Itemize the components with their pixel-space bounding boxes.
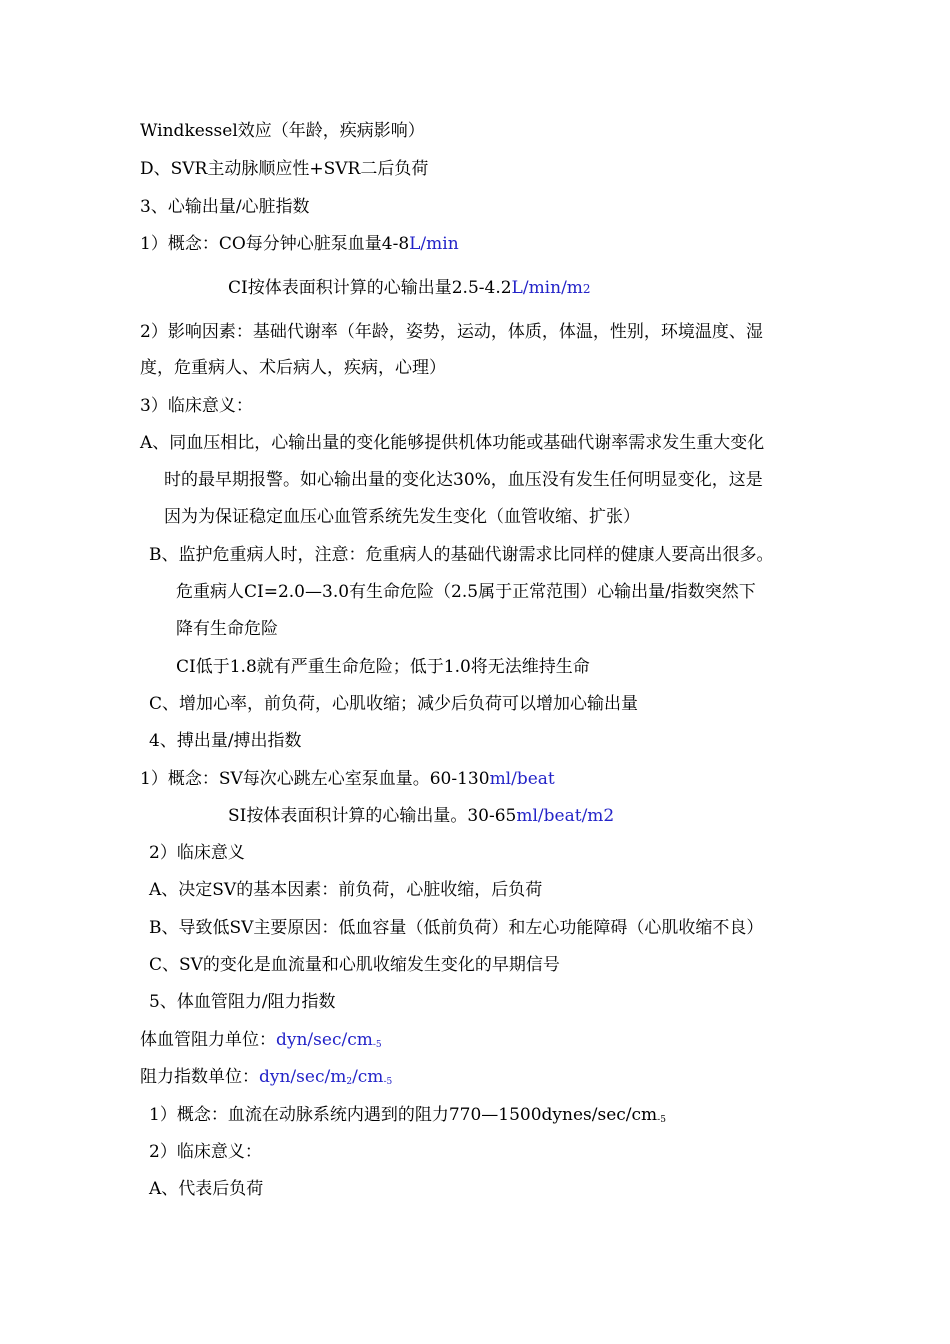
sv-unit: ml/beat bbox=[489, 769, 555, 789]
text-line-a2: 时的最早期报警。如心输出量的变化达30%，血压没有发生任何明显变化，这是 bbox=[164, 470, 763, 490]
svri-unit-exp-b: -5 bbox=[383, 1077, 393, 1087]
heading-cardiac-output: 3、心输出量/心脏指数 bbox=[140, 197, 310, 217]
text-line-factors-2: 度，危重病人、术后病人，疾病，心理） bbox=[140, 358, 446, 378]
text-line-sv-b: B、导致低SV主要原因：低血容量（低前负荷）和左心功能障碍（心肌收缩不良） bbox=[149, 918, 764, 938]
text-line-c: C、增加心率，前负荷，心肌收缩；减少后负荷可以增加心输出量 bbox=[149, 694, 639, 714]
si-concept-text: SI按体表面积计算的心输出量。30-65 bbox=[228, 806, 517, 826]
ci-unit-exp: 2 bbox=[582, 282, 591, 296]
heading-svr-clinical: 2）临床意义： bbox=[149, 1142, 262, 1162]
text-line-svr-unit bbox=[140, 1029, 382, 1056]
text-line-si-concept bbox=[228, 805, 614, 827]
svr-unit: dyn/sec/cm bbox=[276, 1030, 373, 1050]
text-line-b2: 危重病人CI=2.0—3.0有生命危险（2.5属于正常范围）心输出量/指数突然下 bbox=[176, 582, 756, 602]
svr-unit-exp: -5 bbox=[372, 1040, 382, 1050]
svri-unit-exp-a: 2 bbox=[346, 1077, 353, 1087]
ci-unit: L/min/m bbox=[511, 278, 583, 298]
svri-unit-label: 阻力指数单位： bbox=[140, 1067, 259, 1087]
text-line-b3: 降有生命危险 bbox=[176, 619, 278, 639]
svr-unit-label: 体血管阻力单位： bbox=[140, 1030, 276, 1050]
co-concept-text: 1）概念：CO每分钟心脏泵血量4-8 bbox=[140, 234, 410, 254]
text-line-svr-a: A、代表后负荷 bbox=[149, 1179, 264, 1199]
text-line-sv-a: A、决定SV的基本因素：前负荷，心脏收缩，后负荷 bbox=[149, 880, 543, 900]
text-line-svr-concept bbox=[149, 1104, 666, 1131]
text-line-svr: D、SVR主动脉顺应性+SVR二后负荷 bbox=[140, 159, 429, 179]
text-line-windkessel: Windkessel效应（年龄，疾病影响） bbox=[140, 121, 425, 141]
text-line-a3: 因为为保证稳定血压心血管系统先发生变化（血管收缩、扩张） bbox=[164, 507, 640, 527]
heading-stroke-volume: 4、搏出量/搏出指数 bbox=[149, 731, 302, 751]
heading-clinical-significance: 3）临床意义： bbox=[140, 396, 253, 416]
heading-sv-clinical: 2）临床意义 bbox=[149, 843, 245, 863]
svri-unit-b: /cm bbox=[352, 1067, 384, 1087]
sv-concept-text: 1）概念：SV每次心跳左心室泵血量。60-130 bbox=[140, 769, 490, 789]
text-line-sv-concept bbox=[140, 768, 555, 790]
text-line-factors-1: 2）影响因素：基础代谢率（年龄，姿势，运动，体质，体温，性别，环境温度、湿 bbox=[140, 322, 763, 342]
text-line-svri-unit bbox=[140, 1066, 392, 1093]
ci-concept-text: CI按体表面积计算的心输出量2.5-4.2 bbox=[228, 278, 512, 298]
text-line-co-concept bbox=[140, 233, 459, 255]
text-line-a1: A、同血压相比，心输出量的变化能够提供机体功能或基础代谢率需求发生重大变化 bbox=[140, 433, 765, 453]
svr-concept-exp: -5 bbox=[657, 1115, 666, 1125]
svri-unit-a: dyn/sec/m bbox=[259, 1067, 347, 1087]
si-unit: ml/beat/m2 bbox=[516, 806, 615, 826]
text-line-b1: B、监护危重病人时，注意：危重病人的基础代谢需求比同样的健康人要高出很多。 bbox=[149, 545, 774, 565]
text-line-ci-concept bbox=[228, 277, 591, 300]
co-unit: L/min bbox=[409, 234, 459, 254]
heading-vascular-resistance: 5、体血管阻力/阻力指数 bbox=[149, 992, 336, 1012]
text-line-b4: CI低于1.8就有严重生命危险；低于1.0将无法维持生命 bbox=[176, 657, 590, 677]
text-line-sv-c: C、SV的变化是血流量和心肌收缩发生变化的早期信号 bbox=[149, 955, 560, 975]
svr-concept-text: 1）概念：血流在动脉系统内遇到的阻力770—1500dynes/sec/cm bbox=[149, 1105, 658, 1125]
